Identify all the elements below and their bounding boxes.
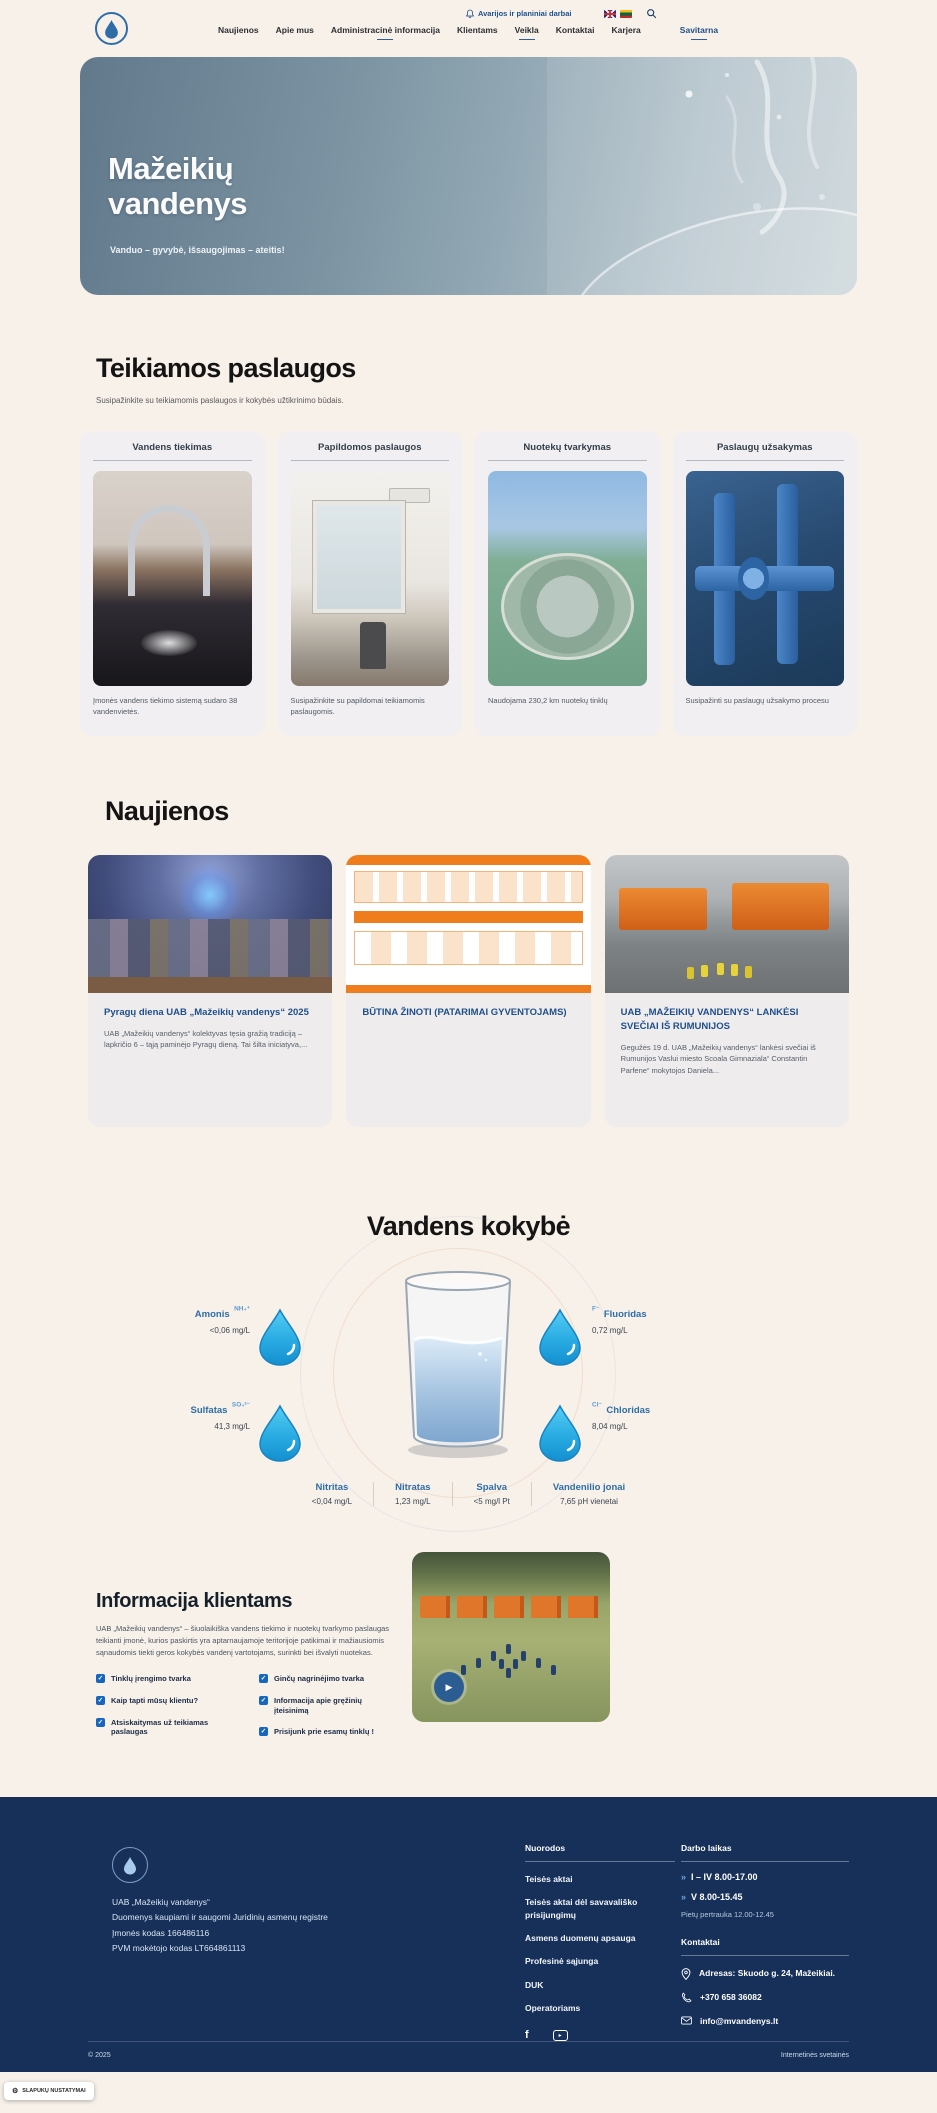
company-registry: Duomenys kaupiami ir saugomi Juridinių asmenų registre — [112, 1912, 328, 1923]
chevrons-icon: » — [681, 1892, 686, 1902]
nav-administracine-informacija[interactable]: Administracinė informacija — [330, 25, 441, 35]
service-card-caption: Susipažinti su paslaugų užsakymo procesu — [685, 696, 829, 705]
search-button[interactable] — [646, 8, 657, 19]
news-card-pyragu-diena[interactable] — [88, 855, 332, 1127]
emergency-works-link[interactable] — [466, 9, 572, 18]
footer-link-teises-aktai[interactable]: Teisės aktai — [525, 1874, 573, 1884]
company-vat-code: PVM mokėtojo kodas LT664861113 — [112, 1942, 246, 1953]
trucks-row-image — [420, 1596, 602, 1618]
divider — [93, 460, 252, 461]
services-title: Teikiamos paslaugos — [96, 353, 356, 383]
nav-veikla[interactable]: Veikla — [514, 25, 539, 35]
search-icon — [646, 8, 657, 19]
client-info-paragraph: UAB „Mažeikių vandenys“ – šiuolaikiška vandens tiekimo ir nuotekų tvarkymo paslaugas teikianti įmonė, kurios paskirtis yra aptarnaujamoje teritorijoje patikimai ir mažiausiomis sąnaudomis tiekti geros kokybės vandenį vartotojams, surinkti bei išvalyti nuotekas. — [96, 1624, 390, 1657]
water-drop-icon — [103, 18, 120, 40]
client-info-section — [80, 1552, 857, 1737]
language-flag-en[interactable] — [604, 10, 616, 18]
info-link-greziniu-iteisinimas[interactable]: ✓ Informacija apie gręžinių įteisinimą — [260, 1695, 362, 1715]
service-card-papildomos-paslaugos[interactable] — [278, 431, 463, 736]
stat-value: 1,23 mg/L — [395, 1497, 431, 1506]
param-formula: Cl⁻ — [592, 1401, 602, 1409]
stat-value: <0,04 mg/L — [311, 1497, 353, 1506]
footer-link-duk[interactable]: DUK — [525, 1979, 544, 1990]
param-name: Fluoridas — [603, 1309, 647, 1320]
nav-kontaktai[interactable]: Kontaktai — [555, 25, 595, 35]
services-section — [80, 353, 857, 736]
hero-tagline: Vanduo – gyvybė, išsaugojimas – ateitis! — [110, 245, 285, 255]
divider — [291, 460, 450, 461]
lunch-break-note: Pietų pertrauka 12.00-12.45 — [681, 1910, 774, 1919]
website-credit-link[interactable]: Internetinės svetainės — [780, 2052, 849, 2059]
footer-hours-contacts-column — [681, 1843, 849, 2028]
nav-naujienos[interactable]: Naujienos — [218, 25, 259, 35]
service-image-office — [291, 471, 450, 686]
footer-phone[interactable]: +370 658 36082 — [681, 1991, 849, 2004]
checkmark-icon: ✓ — [260, 1696, 267, 1704]
param-formula: SO₄²⁻ — [231, 1401, 250, 1409]
news-card-sveciai-is-rumunijos[interactable] — [605, 855, 849, 1127]
language-flag-lt[interactable] — [620, 10, 632, 18]
service-card-nuoteku-tvarkymas[interactable] — [475, 431, 660, 736]
alert-label: Avarijos ir planiniai darbai — [478, 9, 572, 18]
site-header — [80, 0, 857, 57]
info-link-atsiskaitymas[interactable]: ✓ Atsiskaitymas už teikiamas paslaugas — [97, 1717, 209, 1737]
param-value: 0,72 mg/L — [592, 1326, 628, 1335]
checkmark-icon: ✓ — [97, 1675, 104, 1682]
water-splash-image — [427, 57, 857, 295]
mail-icon — [681, 2016, 692, 2025]
service-card-title: Papildomos paslaugos — [318, 442, 422, 453]
news-card-title: BŪTINA ŽINOTI (PATARIMAI GYVENTOJAMS) — [362, 1007, 567, 1018]
param-value: 41,3 mg/L — [214, 1422, 250, 1431]
divider — [525, 1861, 675, 1862]
param-formula: F⁻ — [592, 1305, 600, 1313]
quality-param-fluoridas — [592, 1304, 704, 1335]
water-quality-figure — [0, 1268, 937, 1466]
youtube-icon[interactable]: ▸ — [553, 2030, 568, 2041]
water-quality-section — [0, 1211, 937, 1506]
nav-savitarna[interactable]: Savitarna — [679, 25, 719, 35]
droplet-icon — [538, 1308, 582, 1366]
gear-icon: ⚙ — [12, 2088, 19, 2095]
people-formation-image — [506, 1644, 511, 1654]
service-card-caption: Naudojama 230,2 km nuotekų tinklų — [488, 696, 608, 705]
company-code: Įmonės kodas 166486116 — [112, 1927, 210, 1938]
service-card-caption: Susipažinkite su papildomai teikiamomis paslaugomis. — [290, 696, 425, 717]
news-card-butina-zinoti[interactable] — [346, 855, 590, 1127]
page-title — [108, 151, 247, 221]
news-title: Naujienos — [105, 796, 229, 826]
nav-apie-mus[interactable]: Apie mus — [275, 25, 314, 35]
hero-banner — [80, 57, 857, 295]
client-info-title: Informacija klientams — [96, 1590, 293, 1612]
footer-address: Adresas: Skuodo g. 24, Mažeikiai. — [681, 1967, 849, 1980]
service-image-faucet — [93, 471, 252, 686]
play-icon: ▶ — [445, 1681, 453, 1692]
service-card-title: Paslaugų užsakymas — [716, 442, 813, 453]
news-card-title: UAB „MAŽEIKIŲ VANDENYS“ LANKĖSI SVEČIAI IŠ RUMUNIJOS — [620, 1007, 799, 1032]
footer-links-column — [525, 1843, 675, 2041]
param-name: Amonis — [194, 1309, 230, 1320]
footer-bottom-bar — [88, 2041, 849, 2059]
cookie-settings-button[interactable] — [4, 2082, 94, 2100]
main-nav — [218, 25, 718, 35]
news-image-infographic-poster — [346, 855, 590, 993]
footer-contacts-title: Kontaktai — [681, 1937, 720, 1947]
divider — [488, 460, 647, 461]
page-title-line2: vandenys — [108, 186, 248, 222]
quality-param-sulfatas — [138, 1400, 250, 1431]
working-hours-weekdays: » I – IV 8.00-17.00 — [681, 1872, 758, 1882]
param-value: <0,06 mg/L — [209, 1326, 250, 1335]
stat-value: 7,65 pH vienetai — [560, 1497, 618, 1506]
stat-name: Nitratas — [395, 1482, 431, 1493]
company-name: UAB „Mažeikių vandenys“ — [112, 1897, 210, 1907]
phone-icon — [681, 1992, 692, 2003]
footer-hours-title: Darbo laikas — [681, 1843, 732, 1853]
param-name: Chloridas — [606, 1405, 651, 1416]
stat-name: Vandenilio jonai — [552, 1482, 626, 1493]
stat-name: Nitritas — [315, 1482, 349, 1493]
footer-company-info — [112, 1895, 328, 1956]
info-link-kaip-tapti-klientu[interactable]: ✓ Kaip tapti mūsų klientu? — [97, 1695, 199, 1705]
checkmark-icon: ✓ — [260, 1675, 267, 1682]
bell-icon — [466, 9, 474, 18]
divider — [681, 1861, 849, 1862]
footer-link-operatoriams[interactable]: Operatoriams — [525, 2002, 581, 2013]
service-card-title: Nuotekų tvarkymas — [523, 442, 612, 453]
divider — [686, 460, 845, 461]
nav-klientams[interactable]: Klientams — [457, 25, 498, 35]
news-image-trucks-visitors — [605, 855, 849, 993]
location-pin-icon — [681, 1968, 691, 1980]
site-footer — [0, 1797, 937, 2072]
info-link-gincu-nagrinejimas[interactable]: ✓ Ginčų nagrinėjimo tvarka — [260, 1674, 365, 1683]
services-subtitle: Susipažinkite su teikiamomis paslaugos ir kokybės užtikrinimo būdais. — [96, 396, 344, 405]
company-video-thumbnail[interactable] — [412, 1552, 610, 1722]
stat-name: Spalva — [476, 1482, 508, 1493]
play-button[interactable] — [434, 1672, 464, 1702]
service-card-paslaugu-uzsakymas[interactable] — [673, 431, 858, 736]
nav-karjera[interactable]: Karjera — [611, 25, 641, 35]
company-logo[interactable] — [95, 12, 128, 45]
footer-links-title: Nuorodos — [525, 1843, 566, 1853]
footer-email[interactable]: info@mvandenys.lt — [681, 2015, 849, 2028]
footer-logo — [112, 1847, 148, 1883]
water-quality-title: Vandens kokybė — [366, 1211, 571, 1241]
chevrons-icon: » — [681, 1872, 686, 1882]
checkmark-icon: ✓ — [260, 1728, 267, 1736]
stat-value: <5 mg/l Pt — [473, 1497, 510, 1506]
info-link-prisijunk-prie-tinklu[interactable]: ✓ Prisijunk prie esamų tinklų ! — [260, 1727, 375, 1737]
quality-param-amonis — [138, 1304, 250, 1335]
water-drop-icon — [122, 1855, 138, 1876]
param-formula: NH₄⁺ — [234, 1305, 250, 1313]
checkmark-icon: ✓ — [97, 1718, 104, 1726]
facebook-icon[interactable]: f — [525, 2029, 529, 2042]
news-section — [80, 796, 857, 1127]
page-title-line1: Mažeikių — [108, 151, 234, 186]
droplet-icon — [538, 1404, 582, 1462]
service-image-pumping-station — [686, 471, 845, 686]
param-name: Sulfatas — [190, 1405, 228, 1416]
param-value: 8,04 mg/L — [592, 1422, 628, 1431]
droplet-icon — [258, 1404, 302, 1462]
divider — [681, 1955, 849, 1956]
footer-link-savavaliski-prisijungimai[interactable]: Teisės aktai dėl savavališko prisijungimų — [525, 1897, 638, 1920]
footer-link-profesine-sajunga[interactable]: Profesinė sąjunga — [525, 1956, 599, 1967]
droplet-icon — [258, 1308, 302, 1366]
service-card-caption: Įmonės vandens tiekimo sistemą sudaro 38 vandenvietės. — [93, 696, 238, 717]
info-link-tinklu-irengimo-tvarka[interactable]: ✓ Tinklų įrengimo tvarka — [97, 1674, 191, 1683]
cookie-settings-label: SLAPUKŲ NUSTATYMAI — [22, 2088, 86, 2094]
news-image-group-photo — [88, 855, 332, 993]
news-card-excerpt: Gegužės 19 d. UAB „Mažeikių vandenys“ lankėsi svečiai iš Rumunijos Vaslui miesto Scoala Gimnaziala“ Constantin Parfene“ mokytojos Daniela... — [620, 1042, 816, 1075]
service-card-vandens-tiekimas[interactable] — [80, 431, 265, 736]
checkmark-icon: ✓ — [97, 1696, 104, 1704]
footer-link-duomenu-apsauga[interactable]: Asmens duomenų apsauga — [525, 1932, 636, 1943]
water-glass-image — [398, 1268, 518, 1463]
news-card-excerpt: UAB „Mažeikių vandenys“ kolektyvas tęsia gražią tradiciją – lapkričio 6 – tąją paminėjo Pyragų dieną. Tai šilta iniciatyva,... — [104, 1028, 308, 1050]
news-card-title: Pyragų diena UAB „Mažeikių vandenys“ 2025 — [104, 1007, 309, 1018]
copyright-text: © 2025 — [88, 2052, 111, 2059]
service-card-title: Vandens tiekimas — [132, 442, 213, 453]
quality-param-chloridas — [592, 1400, 704, 1431]
service-image-treatment-plant — [488, 471, 647, 686]
working-hours-friday: » V 8.00-15.45 — [681, 1892, 743, 1902]
